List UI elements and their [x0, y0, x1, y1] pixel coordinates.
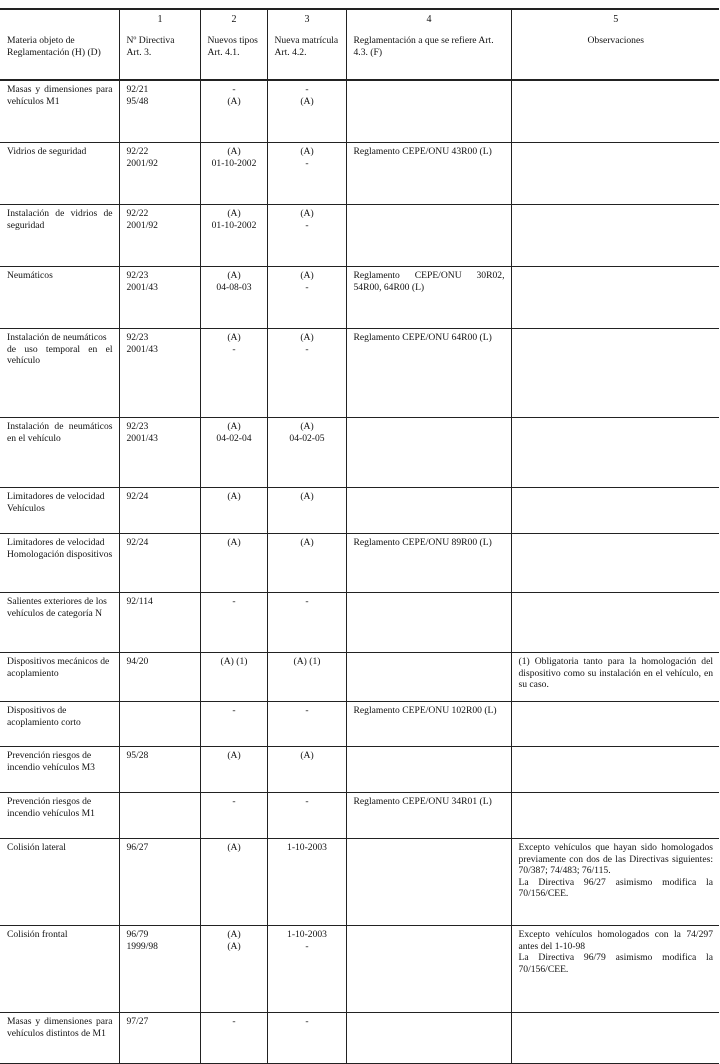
cell-directiva — [119, 702, 200, 747]
cell-directiva: 92/114 — [119, 593, 200, 653]
cell-nuevos-tipos: (A) 01-10-2002 — [200, 143, 267, 205]
cell-observaciones: (1) Obligatoria tanto para la homologación del dispositivo como su instalación en el vehículo, en su caso. — [511, 653, 719, 702]
cell-reglamentacion: Reglamento CEPE/ONU 102R00 (L) — [346, 702, 511, 747]
cell-materia: Masas y dimensiones para vehículos M1 — [0, 80, 119, 143]
cell-nueva-matricula: (A) - — [267, 143, 346, 205]
cell-materia: Instalación de vidrios de seguridad — [0, 205, 119, 267]
table-row — [0, 205, 719, 267]
table-row — [0, 839, 719, 926]
table-row — [0, 534, 719, 593]
cell-observaciones — [511, 534, 719, 593]
header-nueva-matricula: Nueva matrícula Art. 4.2. — [267, 31, 346, 80]
cell-directiva — [119, 793, 200, 839]
table-row — [0, 488, 719, 534]
cell-nueva-matricula: (A) - — [267, 329, 346, 418]
table-row — [0, 926, 719, 1013]
header-reglamentacion: Reglamentación a que se refiere Art. 4.3. (F) — [346, 31, 511, 80]
cell-nueva-matricula: (A) 04-02-05 — [267, 418, 346, 488]
cell-directiva: 92/22 2001/92 — [119, 143, 200, 205]
cell-nueva-matricula: - — [267, 793, 346, 839]
cell-directiva: 92/24 — [119, 534, 200, 593]
cell-nueva-matricula: 1-10-2003 - — [267, 926, 346, 1013]
cell-directiva: 97/27 — [119, 1013, 200, 1064]
cell-materia: Colisión frontal — [0, 926, 119, 1013]
table-row — [0, 267, 719, 329]
cell-nuevos-tipos: (A) — [200, 534, 267, 593]
cell-materia: Colisión lateral — [0, 839, 119, 926]
cell-reglamentacion — [346, 653, 511, 702]
cell-directiva: 92/24 — [119, 488, 200, 534]
column-number: 3 — [267, 9, 346, 31]
cell-reglamentacion — [346, 418, 511, 488]
cell-reglamentacion — [346, 839, 511, 926]
cell-nuevos-tipos: (A) — [200, 839, 267, 926]
cell-nuevos-tipos: (A) — [200, 747, 267, 793]
cell-nueva-matricula: - — [267, 702, 346, 747]
cell-materia: Vidrios de seguridad — [0, 143, 119, 205]
table-row — [0, 653, 719, 702]
cell-nueva-matricula: - — [267, 593, 346, 653]
cell-nueva-matricula: (A) (1) — [267, 653, 346, 702]
cell-observaciones — [511, 267, 719, 329]
cell-observaciones — [511, 205, 719, 267]
cell-materia: Neumáticos — [0, 267, 119, 329]
cell-nueva-matricula: (A) — [267, 747, 346, 793]
cell-observaciones — [511, 488, 719, 534]
cell-nuevos-tipos: - — [200, 593, 267, 653]
cell-nueva-matricula: - — [267, 1013, 346, 1064]
cell-reglamentacion — [346, 1013, 511, 1064]
table-row — [0, 418, 719, 488]
cell-nuevos-tipos: (A) 01-10-2002 — [200, 205, 267, 267]
header-materia: Materia objeto de Reglamentación (H) (D) — [0, 31, 119, 80]
cell-nuevos-tipos: (A) — [200, 488, 267, 534]
header-nuevos-tipos: Nuevos tipos Art. 4.1. — [200, 31, 267, 80]
column-number: 2 — [200, 9, 267, 31]
column-number-row — [0, 9, 719, 31]
column-number: 1 — [119, 9, 200, 31]
cell-nuevos-tipos: (A) 04-02-04 — [200, 418, 267, 488]
table-row — [0, 1013, 719, 1064]
cell-observaciones: Excepto vehículos que hayan sido homologados previamente con dos de las Directivas siguientes: 70/387; 74/483; 76/115. La Directiva 96/27 asimismo modifica la 70/156/CEE. — [511, 839, 719, 926]
cell-reglamentacion: Reglamento CEPE/ONU 89R00 (L) — [346, 534, 511, 593]
cell-directiva: 92/22 2001/92 — [119, 205, 200, 267]
cell-reglamentacion — [346, 926, 511, 1013]
cell-materia: Prevención riesgos de incendio vehículos M1 — [0, 793, 119, 839]
cell-directiva: 92/23 2001/43 — [119, 418, 200, 488]
cell-observaciones — [511, 1013, 719, 1064]
cell-nuevos-tipos: - — [200, 1013, 267, 1064]
table-row — [0, 747, 719, 793]
table-row — [0, 702, 719, 747]
cell-reglamentacion — [346, 747, 511, 793]
cell-reglamentacion — [346, 488, 511, 534]
cell-nuevos-tipos: (A) - — [200, 329, 267, 418]
table-row — [0, 329, 719, 418]
cell-materia: Instalación de neumáticos de uso temporal en el vehículo — [0, 329, 119, 418]
header-directiva: Nº Directiva Art. 3. — [119, 31, 200, 80]
cell-materia: Dispositivos de acoplamiento corto — [0, 702, 119, 747]
header-row — [0, 31, 719, 80]
cell-materia: Salientes exteriores de los vehículos de categoría N — [0, 593, 119, 653]
cell-nueva-matricula: (A) - — [267, 205, 346, 267]
cell-nueva-matricula: (A) — [267, 534, 346, 593]
cell-nuevos-tipos: - (A) — [200, 80, 267, 143]
cell-directiva: 96/27 — [119, 839, 200, 926]
cell-materia: Masas y dimensiones para vehículos distintos de M1 — [0, 1013, 119, 1064]
cell-observaciones — [511, 702, 719, 747]
cell-nuevos-tipos: (A) (1) — [200, 653, 267, 702]
cell-observaciones — [511, 329, 719, 418]
cell-directiva: 96/79 1999/98 — [119, 926, 200, 1013]
column-number: 4 — [346, 9, 511, 31]
cell-reglamentacion — [346, 205, 511, 267]
cell-materia: Instalación de neumáticos en el vehículo — [0, 418, 119, 488]
cell-nuevos-tipos: - — [200, 702, 267, 747]
cell-observaciones — [511, 80, 719, 143]
cell-materia: Limitadores de velocidad Homologación dispositivos — [0, 534, 119, 593]
cell-directiva: 94/20 — [119, 653, 200, 702]
cell-nueva-matricula: (A) — [267, 488, 346, 534]
header-observaciones: Observaciones — [511, 31, 719, 80]
table-row — [0, 593, 719, 653]
cell-observaciones — [511, 418, 719, 488]
cell-nueva-matricula: - (A) — [267, 80, 346, 143]
cell-nuevos-tipos: (A) (A) — [200, 926, 267, 1013]
cell-observaciones — [511, 143, 719, 205]
cell-reglamentacion: Reglamento CEPE/ONU 30R02, 54R00, 64R00 (L) — [346, 267, 511, 329]
table-row — [0, 793, 719, 839]
cell-directiva: 92/23 2001/43 — [119, 329, 200, 418]
cell-directiva: 92/21 95/48 — [119, 80, 200, 143]
cell-reglamentacion — [346, 80, 511, 143]
column-number: 5 — [511, 9, 719, 31]
cell-nuevos-tipos: - — [200, 793, 267, 839]
table-row — [0, 143, 719, 205]
cell-materia: Dispositivos mecánicos de acoplamiento — [0, 653, 119, 702]
cell-directiva: 92/23 2001/43 — [119, 267, 200, 329]
cell-observaciones — [511, 793, 719, 839]
cell-observaciones — [511, 747, 719, 793]
table-row — [0, 80, 719, 143]
directives-table — [0, 8, 719, 1064]
cell-nuevos-tipos: (A) 04-08-03 — [200, 267, 267, 329]
cell-nueva-matricula: 1-10-2003 — [267, 839, 346, 926]
cell-materia: Prevención riesgos de incendio vehículos M3 — [0, 747, 119, 793]
cell-reglamentacion — [346, 593, 511, 653]
cell-observaciones: Excepto vehículos homologados con la 74/297 antes del 1-10-98 La Directiva 96/79 asimismo modifica la 70/156/CEE. — [511, 926, 719, 1013]
cell-directiva: 95/28 — [119, 747, 200, 793]
cell-reglamentacion: Reglamento CEPE/ONU 43R00 (L) — [346, 143, 511, 205]
cell-observaciones — [511, 593, 719, 653]
cell-reglamentacion: Reglamento CEPE/ONU 64R00 (L) — [346, 329, 511, 418]
cell-materia: Limitadores de velocidad Vehículos — [0, 488, 119, 534]
column-number — [0, 9, 119, 31]
cell-nueva-matricula: (A) - — [267, 267, 346, 329]
cell-reglamentacion: Reglamento CEPE/ONU 34R01 (L) — [346, 793, 511, 839]
